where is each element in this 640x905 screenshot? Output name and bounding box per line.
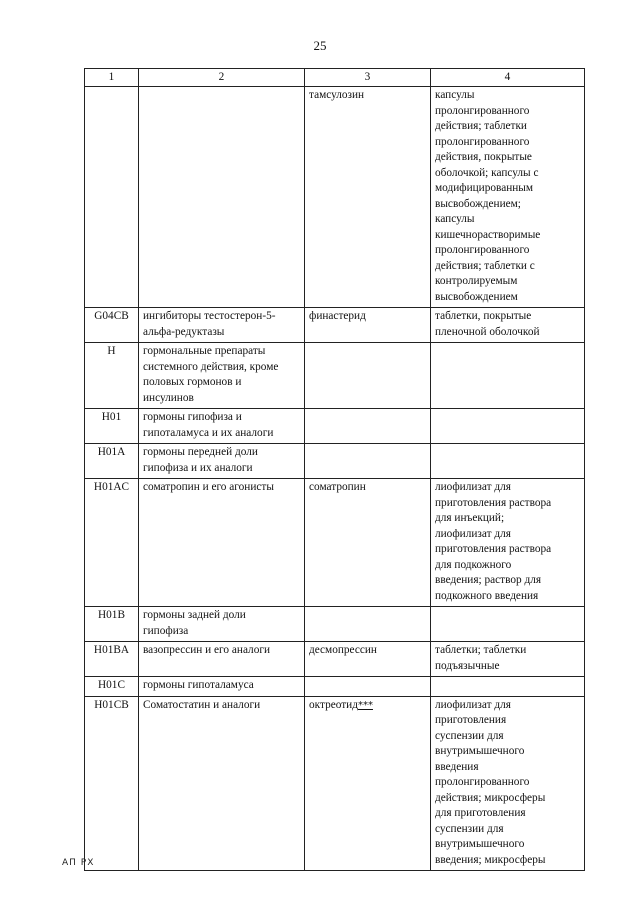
drug-name: октреотид xyxy=(309,698,358,711)
drug-cell xyxy=(305,308,431,343)
code-cell: H01A xyxy=(85,444,139,479)
code-cell: H01 xyxy=(85,409,139,444)
table-header-row xyxy=(85,69,585,87)
form-cell xyxy=(431,677,585,697)
form-cell: таблетки, покрытые пленочной оболочкой xyxy=(431,308,585,343)
table-row xyxy=(85,409,585,444)
drug-name: соматропин xyxy=(309,481,366,493)
table-row xyxy=(85,308,585,343)
code-cell: G04CB xyxy=(85,308,139,343)
column-header-code: 1 xyxy=(85,69,139,87)
table-row xyxy=(85,696,585,871)
drug-cell xyxy=(305,87,431,308)
drug-cell xyxy=(305,642,431,677)
group-cell: гормоны гипоталамуса xyxy=(139,677,305,697)
group-cell: ингибиторы тестостерон-5- альфа-редуктазы xyxy=(139,308,305,343)
group-cell: гормональные препараты системного действия, кроме половых гормонов и инсулинов xyxy=(139,343,305,409)
column-header-form: 4 xyxy=(431,69,585,87)
drug-cell xyxy=(305,479,431,607)
drug-cell xyxy=(305,677,431,697)
drug-cell xyxy=(305,444,431,479)
column-header-drug: 3 xyxy=(305,69,431,87)
footer-mark: АП РХ xyxy=(62,858,95,868)
drug-name: тамсулозин xyxy=(309,89,365,101)
form-cell: лиофилизат для приготовления раствора для инъекций; лиофилизат для приготовления раствора для подкожного введения; раствор для подкожного введения xyxy=(431,479,585,607)
code-cell: H01AC xyxy=(85,479,139,607)
column-header-group: 2 xyxy=(139,69,305,87)
group-cell: гормоны задней доли гипофиза xyxy=(139,607,305,642)
drug-footnote-mark: *** xyxy=(357,699,373,711)
drug-cell xyxy=(305,343,431,409)
code-cell: H01B xyxy=(85,607,139,642)
group-cell: гормоны передней доли гипофиза и их аналоги xyxy=(139,444,305,479)
form-cell: таблетки; таблетки подъязычные xyxy=(431,642,585,677)
page-number: 25 xyxy=(313,38,327,53)
drug-cell xyxy=(305,607,431,642)
form-cell: капсулы пролонгированного действия; таблетки пролонгированного действия, покрытые оболочкой; капсулы с модифицированным высвобождением; капсулы кишечнорастворимые пролонгированного действия; таблетки с контролируемым высвобождением xyxy=(431,87,585,308)
table-body xyxy=(85,87,585,871)
table-row xyxy=(85,444,585,479)
medication-table xyxy=(84,68,585,871)
form-cell xyxy=(431,409,585,444)
table-row xyxy=(85,479,585,607)
form-cell xyxy=(431,444,585,479)
code-cell xyxy=(85,87,139,308)
table-row xyxy=(85,87,585,308)
table-row xyxy=(85,607,585,642)
form-cell: лиофилизат для приготовления суспензии для внутримышечного введения пролонгированного действия; микросферы для приготовления суспензии для внутримышечного введения; микросферы xyxy=(431,696,585,871)
drug-cell xyxy=(305,409,431,444)
form-cell xyxy=(431,607,585,642)
drug-name: десмопрессин xyxy=(309,644,377,656)
group-cell: гормоны гипофиза и гипоталамуса и их аналоги xyxy=(139,409,305,444)
group-cell: Соматостатин и аналоги xyxy=(139,696,305,871)
group-cell: вазопрессин и его аналоги xyxy=(139,642,305,677)
code-cell: H01CB xyxy=(85,696,139,871)
drug-cell xyxy=(305,696,431,871)
table-row xyxy=(85,642,585,677)
code-cell: H xyxy=(85,343,139,409)
form-cell xyxy=(431,343,585,409)
code-cell: H01BA xyxy=(85,642,139,677)
group-cell: соматропин и его агонисты xyxy=(139,479,305,607)
table-row xyxy=(85,343,585,409)
group-cell xyxy=(139,87,305,308)
table-row xyxy=(85,677,585,697)
drug-name: финастерид xyxy=(309,310,366,322)
code-cell: H01C xyxy=(85,677,139,697)
